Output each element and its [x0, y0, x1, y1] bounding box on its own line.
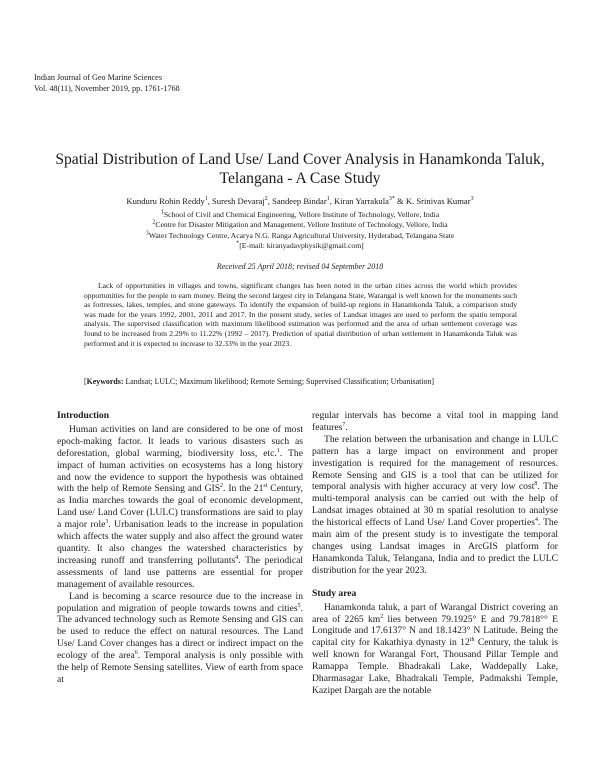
- received-dates: Received 25 April 2018; revised 04 September 2018: [216, 262, 384, 271]
- journal-header: [34, 72, 180, 94]
- affil-text: Centre for Disaster Mitigation and Management, Vellore Institute of Technology, Vellore, India: [155, 220, 448, 230]
- author-affil-mark: 3*: [388, 196, 395, 203]
- paragraph: Human activities on land are considered to be one of most epoch-making factor. It leads to various disasters such as deforestation, global warming, biodiversity loss, etc.$^1$. The impact of human activities on ecosystems has a long history and now the evidence to support the hypothesis was obtained with the help of Remote Sensing and GIS$^2$. In the 21st Century, as India marches towards the goal of economic development, Land use/ Land Cover (LULC) transformations are said to play a major role$^3$. Urbanisation leads to the increase in population which affects the water supply and also affect the ground water quantity. It also changes the watershed characteristics by increasing runoff and transferring pollutants$^4$. The periodical assessments of land use patterns are essential for proper management of available resources.: [57, 423, 304, 590]
- author-affil-mark: 2: [264, 196, 268, 203]
- keywords-label: Keywords:: [86, 377, 124, 386]
- left-column: [57, 410, 303, 686]
- affiliation-line: [40, 231, 560, 241]
- keywords-bracket: [: [84, 377, 87, 386]
- author-name: & K. Srinivas Kumar: [394, 196, 471, 206]
- keywords: [84, 377, 517, 387]
- author-affil-mark: 1: [204, 196, 208, 203]
- journal-name: Indian Journal of Geo Marine Sciences: [34, 73, 163, 82]
- abstract: Lack of opportunities in villages and towns, significant changes has been noted in the urban cities across the world which provides opportunities for the people to earn money. Being the second largest city in Telangana State, Warangal is well known for the monuments such as fortresses, lakes, temples, and stone gateways. To identify the expansion of build-up regions in Hanamkonda Taluk, a comparison study was made for the years 1992, 2001, 2011 and 2017. In the present study, series of Landsat images are used to perform the spatio temporal analysis. The supervised classification with maximum likelihood estimation was performed and the area of urban settlement coverage was found to be increased from 2.29% to 11.22% (1992 – 2017). Prediction of spatial distribution of urban settlement in Hanamkonda Taluk was performed and it is expected to increase to 32.33% in the year 2023.: [84, 281, 517, 348]
- affil-mark: 1: [160, 209, 164, 216]
- title-line-2: Telangana - A Case Study: [219, 170, 381, 187]
- paragraph: regular intervals has become a vital tool in mapping land features$^7$.: [312, 410, 558, 433]
- keywords-text: Landsat; LULC; Maximum likelihood; Remote Sensing; Supervised Classification; Urbanisation: [123, 377, 432, 386]
- affil-mark: 2: [152, 219, 156, 226]
- author-list: [40, 196, 560, 207]
- affiliations: [40, 210, 560, 251]
- section-heading-introduction: Introduction: [57, 410, 110, 421]
- right-column: [312, 410, 558, 697]
- title-line-1: Spatial Distribution of Land Use/ Land Cover Analysis in Hanamkonda Taluk,: [55, 151, 545, 168]
- affil-text: School of Civil and Chemical Engineering, Vellore Institute of Technology, Vellore, India: [163, 210, 440, 219]
- author-affil-mark: 1: [326, 196, 330, 203]
- affil-text: Water Technology Centre, Acarya N.G. Ranga Agricultural University, Hyderabad, Telangana State: [148, 230, 455, 240]
- paragraph: Hanamkonda taluk, a part of Warangal District covering an area of 2265 $km^2$ lies between 79.1925° E and 79.7818°° E Longitude and 17.6137° N and 18.1423° N Latitude. Being the capital city for Kakathiya dynasty in 12th Century, the taluk is well known for Warangal Fort, Thousand Pillar Temple and Ramappa Temple. Bhadrakali Lake, Waddepally Lake, Dharmasagar Lake, Bhadrakali Temple, Padmakshi Temple, Kazipet Dargah are the notable: [312, 601, 558, 696]
- affiliation-email: [40, 241, 560, 251]
- keywords-bracket: ]: [431, 377, 435, 386]
- affiliation-line: [40, 220, 560, 230]
- author-name: , Kiran Yarrakula: [329, 196, 389, 206]
- affil-mark: *: [236, 240, 240, 247]
- journal-citation: Vol. 48(11), November 2019, pp. 1761-1768: [34, 84, 180, 93]
- paragraph: The relation between the urbanisation and change in LULC pattern has a large impact on environment and proper investigation is required for the management of resources. Remote Sensing and GIS is a tool that can be utilized for temporal analysis with higher accuracy at very low cost$^8$. The multi-temporal analysis can be carried out with the help of Landsat images obtained at 30 m spatial resolution to analyse the historical effects of Land Use/ Land Cover properties$^4$. The main aim of the present study is to investigate the temporal changes using Landsat images in ArcGIS platform for Hanamkonda Taluk, Telangana, India and to predict the LULC distribution for the year 2023.: [312, 433, 559, 576]
- affil-mark: 3: [145, 230, 149, 237]
- author-name: , Suresh Devaraj: [207, 196, 265, 206]
- paper-title: [40, 150, 560, 188]
- author-name: , Sandeep Bindar: [267, 196, 327, 206]
- author-affil-mark: 3: [470, 196, 474, 203]
- email-text: [E-mail: kiranyadavphysik@gmail.com]: [239, 240, 364, 250]
- section-heading-study-area: Study area: [312, 587, 357, 599]
- affiliation-line: [40, 210, 560, 220]
- author-name: Kunduru Rohin Reddy: [126, 196, 205, 206]
- paragraph: Land is becoming a scarce resource due to the increase in population and migration of people towards towns and cities$^5$. The advanced technology such as Remote Sensing and GIS can be used to reduce the effect on natural resources. The Land Use/ Land Cover changes has a direct or indirect impact on the ecology of the area$^6$. Temporal analysis is only possible with the help of Remote Sensing satellites. View of earth from space at: [57, 590, 303, 685]
